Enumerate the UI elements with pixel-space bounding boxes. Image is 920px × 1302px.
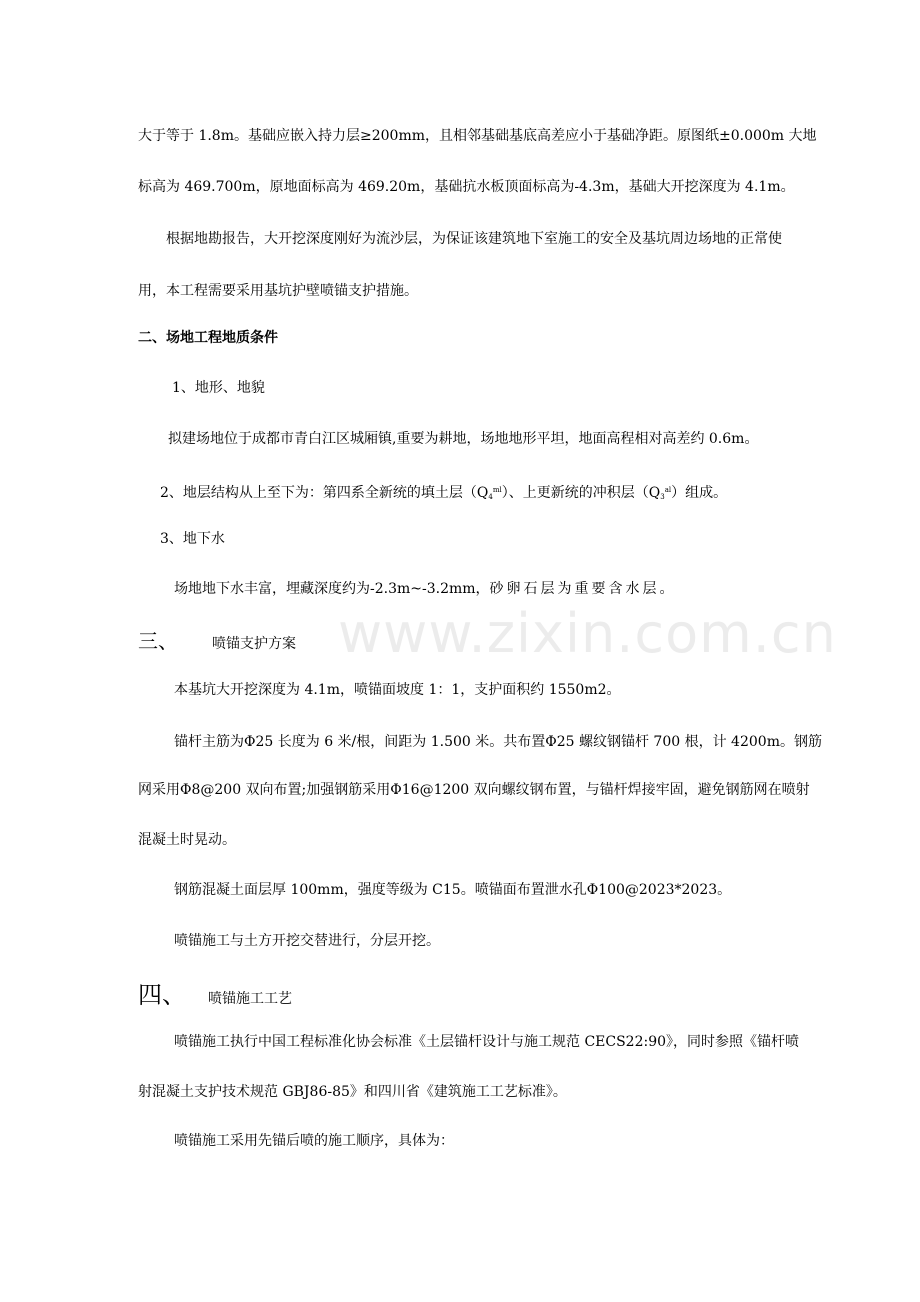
- paragraph-line: 射混凝土支护技术规范 GBJ86-85》和四川省《建筑施工工艺标准》。: [138, 1084, 567, 1100]
- paragraph-line: 喷锚施工采用先锚后喷的施工顺序，具体为：: [174, 1133, 454, 1149]
- section-heading: [138, 628, 296, 654]
- paragraph-line: 网采用Φ8@200 双向布置;加强钢筋采用Φ16@1200 双向螺纹钢布置，与锚杆焊接牢固，避免钢筋网在喷射: [138, 782, 810, 798]
- paragraph-line: 锚杆主筋为Φ25 长度为 6 米/根，间距为 1.500 米。共布置Φ25 螺纹钢锚杆 700 根，计 4200m。钢筋: [174, 734, 822, 750]
- paragraph-line: 标高为 469.700m，原地面标高为 469.20m，基础抗水板顶面标高为-4.3m，基础大开挖深度为 4.1m。: [138, 179, 795, 195]
- paragraph-line: 混凝土时晃动。: [138, 832, 236, 848]
- section-number: 四、: [138, 981, 186, 1009]
- section-title: 喷锚支护方案: [212, 636, 296, 652]
- paragraph-line: 钢筋混凝土面层厚 100mm，强度等级为 C15。喷锚面布置泄水孔Φ100@2023*2023。: [174, 882, 732, 898]
- paragraph-line: 喷锚施工与土方开挖交替进行，分层开挖。: [174, 933, 440, 949]
- text-segment: ）组成。: [671, 485, 728, 501]
- item-title: 1、地形、地貌: [172, 380, 265, 396]
- paragraph-line: 根据地勘报告，大开挖深度刚好为流沙层，为保证该建筑地下室施工的安全及基坑周边场地的正常使: [166, 231, 782, 247]
- paragraph-line: 拟建场地位于成都市青白江区城厢镇,重要为耕地，场地地形平坦，地面高程相对高差约 0.6m。: [168, 431, 759, 447]
- superscript: al: [664, 486, 672, 494]
- section-title: 喷锚施工工艺: [208, 991, 292, 1007]
- text-segment: 2、地层结构从上至下为：第四系全新统的填土层（Q: [160, 485, 489, 501]
- superscript: ml: [492, 486, 502, 494]
- subscript: 4: [488, 493, 493, 501]
- text-segment: 场地地下水丰富，埋藏深度约为-2.3m~-3.2mm，: [174, 581, 490, 597]
- paragraph-line: [160, 480, 727, 507]
- section-number: 三、: [138, 629, 178, 653]
- watermark: www.zixin.com.cn: [338, 602, 837, 665]
- text-segment: ）、上更新统的冲积层（Q: [501, 485, 661, 501]
- paragraph-line: 喷锚施工执行中国工程标准化协会标准《土层锚杆设计与施工规范 CECS22:90》，同时参照《锚杆喷: [174, 1034, 800, 1050]
- paragraph-line: 本基坑大开挖深度为 4.1m，喷锚面坡度 1：1，支护面积约 1550m2。: [174, 682, 621, 698]
- item-title: 3、地下水: [160, 531, 225, 547]
- text-segment: 砂卵石层为重要含水层。: [489, 581, 677, 597]
- paragraph-line: 用，本工程需要采用基坑护壁喷锚支护措施。: [138, 283, 418, 299]
- section-heading: 二、场地工程地质条件: [138, 330, 278, 346]
- subscript: 3: [660, 493, 665, 501]
- paragraph-line: [174, 579, 677, 599]
- paragraph-line: 大于等于 1.8m。基础应嵌入持力层≥200mm，且相邻基础基底高差应小于基础净距。原图纸±0.000m 大地: [138, 128, 817, 144]
- section-heading: [138, 980, 292, 1010]
